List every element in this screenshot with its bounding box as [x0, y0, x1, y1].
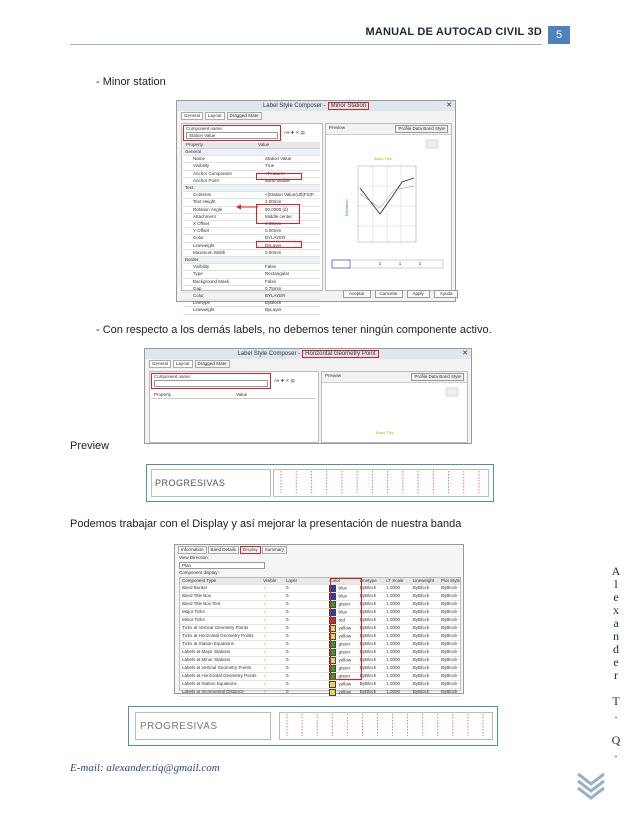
property-name: Anchor Component: [193, 170, 232, 176]
preview-station-values: [370, 261, 430, 267]
dialog-title-highlight: Minor Station: [328, 102, 369, 110]
color-name: blue: [338, 609, 347, 615]
footer-email: E-mail: alexander.tiq@gmail.com: [70, 762, 220, 774]
column-header: Plot Style: [441, 578, 461, 583]
plot-style-cell: ByBlock: [441, 625, 458, 631]
plot-style-cell: ByBlock: [441, 673, 458, 679]
component-type: Band Title Box Text: [182, 601, 221, 607]
property-name: Background Mask: [193, 278, 230, 284]
property-value: ByBlock: [265, 300, 282, 306]
lt-scale-cell: 1.0000: [386, 689, 400, 695]
lineweight-cell: ByBlock: [412, 649, 430, 655]
table-row[interactable]: [180, 625, 460, 633]
property-name: Visibility: [193, 163, 210, 169]
linetype-cell: ByBlock: [359, 681, 376, 687]
lt-scale-cell: 1.0000: [386, 673, 400, 679]
apply-button[interactable]: Apply: [407, 290, 430, 298]
property-value: Band Middle: [265, 177, 291, 183]
dialog-title: Label Style Composer -: [262, 103, 326, 109]
color-cell[interactable]: [327, 681, 357, 688]
close-icon[interactable]: ✕: [446, 102, 452, 109]
label-style-composer-minor-station: [176, 100, 456, 313]
component-type: Band Title Box: [182, 593, 212, 599]
table-row[interactable]: [180, 665, 460, 673]
plot-style-cell: ByBlock: [441, 601, 458, 607]
visible-check[interactable]: ✓: [263, 593, 267, 599]
component-display-table: [179, 577, 461, 695]
color-cell[interactable]: [327, 689, 357, 696]
layer-cell: 0: [285, 657, 289, 663]
dialog-title: Label Style Composer -: [237, 351, 301, 357]
side-letter: r: [614, 668, 618, 682]
property-name: Name: [193, 156, 206, 162]
preview-label: Preview: [325, 373, 342, 378]
plot-style-cell: ByBlock: [441, 649, 458, 655]
lt-scale-cell: 1.0000: [386, 649, 400, 655]
plot-style-cell: ByBlock: [441, 585, 458, 591]
plot-style-cell: ByBlock: [441, 617, 458, 623]
color-name: blue: [338, 593, 347, 599]
component-toolbar-icons[interactable]: A▾ ✚ ✕ ▤: [284, 130, 305, 135]
lineweight-cell: ByBlock: [412, 633, 430, 639]
component-type: Ticks at Horizontal Geometry Points: [182, 633, 254, 639]
property-name: Text Height: [193, 199, 216, 205]
property-row[interactable]: [183, 286, 320, 293]
color-name: green: [338, 601, 350, 607]
property-row[interactable]: [183, 271, 320, 278]
visible-check[interactable]: ✓: [263, 633, 267, 639]
component-type: Ticks at Station Equations: [182, 641, 234, 647]
component-type: Minor Ticks: [182, 617, 205, 623]
preview-value: 1: [378, 261, 382, 266]
component-name-label: Component name:: [186, 126, 224, 131]
column-value: Value: [258, 142, 270, 147]
column-value: Value: [236, 392, 248, 397]
header-rule: [70, 44, 542, 45]
lineweight-cell: ByBlock: [412, 617, 430, 623]
tab-display[interactable]: Display: [240, 546, 261, 554]
layout-panel: [149, 371, 319, 443]
side-letter: l: [614, 577, 618, 591]
lineweight-cell: ByBlock: [412, 601, 430, 607]
visible-check[interactable]: ✓: [263, 689, 267, 695]
color-name: yellow: [338, 681, 351, 687]
linetype-cell: ByBlock: [359, 625, 376, 631]
component-type: Labels at Vertical Geometry Points: [182, 665, 252, 671]
color-name: red: [338, 617, 345, 623]
tab-summary[interactable]: Summary: [262, 546, 287, 554]
column-header: Lineweight: [412, 578, 435, 583]
property-value: BYLAYER: [265, 235, 286, 241]
color-name: blue: [338, 585, 347, 591]
color-swatch: [329, 689, 336, 696]
property-value: Middle center: [265, 213, 293, 219]
plot-style-cell: ByBlock: [441, 689, 458, 695]
property-value: 0.00mm: [265, 228, 282, 234]
label-style-composer-horizontal-geometry: [144, 348, 472, 444]
tab-dragged-state[interactable]: Dragged State: [227, 112, 262, 120]
component-type: Ticks at Vertical Geometry Points: [182, 625, 249, 631]
lineweight-cell: ByBlock: [412, 593, 430, 599]
property-row[interactable]: [183, 149, 320, 156]
component-name-select[interactable]: [154, 380, 268, 387]
color-name: green: [338, 673, 350, 679]
layer-cell: 0: [285, 665, 289, 671]
component-type: Major Ticks: [182, 609, 205, 615]
component-name-group: [183, 125, 281, 141]
band-title: PROGRESIVAS: [155, 478, 226, 488]
property-value: BYLAYER: [265, 293, 286, 299]
layer-cell: 0: [285, 689, 289, 695]
property-name: Maximum Width: [193, 249, 226, 255]
cancel-button[interactable]: Cancelar: [375, 290, 403, 298]
tab-information[interactable]: Information: [178, 546, 207, 554]
side-letter: a: [613, 616, 619, 630]
column-header: Layer: [285, 578, 298, 583]
property-value: 0.00mm: [265, 221, 282, 227]
tab-general[interactable]: General: [181, 112, 203, 120]
preview-panel: [325, 123, 452, 291]
property-row[interactable]: [183, 279, 320, 286]
side-letter: Q: [611, 733, 621, 747]
side-letter: T: [612, 694, 620, 708]
property-value: False: [265, 278, 277, 284]
property-row[interactable]: [183, 163, 320, 170]
linetype-cell: ByBlock: [359, 593, 376, 599]
visible-check[interactable]: ✓: [263, 617, 267, 623]
table-row[interactable]: [180, 689, 460, 697]
color-name: yellow: [338, 633, 351, 639]
lineweight-cell: ByBlock: [412, 657, 430, 663]
help-button[interactable]: Ayuda: [434, 290, 459, 298]
color-name: yellow: [338, 625, 351, 631]
color-column-highlight: [330, 578, 362, 680]
property-value: Rectangular: [265, 271, 290, 277]
property-name: Lineweight: [193, 307, 215, 313]
lt-scale-cell: 1.0000: [386, 625, 400, 631]
layer-cell: 0: [285, 641, 289, 647]
header-title: MANUAL DE AUTOCAD CIVIL 3D: [365, 26, 542, 38]
property-name: Gap: [193, 285, 202, 291]
property-value: 90.0000 (d): [265, 206, 289, 212]
lt-scale-cell: 1.0000: [386, 681, 400, 687]
property-name: Anchor Point: [193, 177, 219, 183]
layer-cell: 0: [285, 681, 289, 687]
dialog-title-bar: [145, 349, 471, 359]
lt-scale-cell: 1.0000: [386, 641, 400, 647]
color-name: yellow: [338, 657, 351, 663]
column-header: Linetype: [359, 578, 377, 583]
layer-cell: 0: [285, 673, 289, 679]
dialog-title-highlight: Horizontal Geometry Point: [302, 350, 378, 358]
property-value: <Feature>: [265, 170, 286, 176]
plot-style-cell: ByBlock: [441, 593, 458, 599]
layer-cell: 0: [285, 585, 289, 591]
zoom-button[interactable]: [426, 140, 438, 148]
color-name: green: [338, 641, 350, 647]
property-row[interactable]: [183, 156, 320, 163]
table-row[interactable]: [180, 593, 460, 601]
visible-check[interactable]: ✓: [263, 641, 267, 647]
svg-text:Band Title: Band Title: [374, 156, 392, 161]
property-value: ByLayer: [265, 242, 282, 248]
layer-cell: 0: [285, 633, 289, 639]
side-letter: .: [614, 746, 618, 760]
property-name: Rotation Angle: [193, 206, 223, 212]
property-name: Text: [185, 185, 194, 191]
visible-check[interactable]: ✓: [263, 649, 267, 655]
color-highlight: [256, 241, 302, 248]
lineweight-cell: ByBlock: [412, 609, 430, 615]
text-props-highlight: [256, 204, 300, 224]
table-row[interactable]: [180, 617, 460, 625]
property-row[interactable]: [183, 185, 320, 192]
layer-cell: 0: [285, 625, 289, 631]
layer-cell: 0: [285, 617, 289, 623]
tab-layout[interactable]: Layout: [173, 360, 193, 368]
author-side-text: [608, 565, 624, 760]
view-direction-select[interactable]: Plan: [179, 562, 265, 569]
preview-panel: [321, 371, 468, 443]
lineweight-cell: ByBlock: [412, 673, 430, 679]
property-value: <[Station Value(Uft|FS|P...: [265, 192, 317, 198]
column-header: Component Type: [182, 578, 217, 583]
property-name: Contents: [193, 192, 212, 198]
side-letter: A: [611, 564, 621, 578]
linetype-cell: ByBlock: [359, 649, 376, 655]
chevron-down-icon: [576, 772, 606, 800]
property-name: Attachment: [193, 213, 216, 219]
linetype-cell: ByBlock: [359, 641, 376, 647]
table-row[interactable]: [180, 649, 460, 657]
property-row[interactable]: [183, 257, 320, 264]
lt-scale-cell: 1.0000: [386, 593, 400, 599]
minor-station-heading: - Minor station: [96, 76, 166, 88]
property-row[interactable]: [183, 192, 320, 199]
property-row[interactable]: [183, 307, 320, 314]
band-preview-1: [146, 464, 494, 502]
color-name: green: [338, 665, 350, 671]
lineweight-cell: ByBlock: [412, 665, 430, 671]
property-row[interactable]: [183, 250, 320, 257]
plot-style-cell: ByBlock: [441, 665, 458, 671]
preview-style-select[interactable]: Profile Data Band Style: [411, 373, 464, 381]
column-property: Property: [154, 392, 172, 397]
component-type: Labels at Major Stations: [182, 649, 231, 655]
component-type: Band Border: [182, 585, 208, 591]
lineweight-cell: ByBlock: [412, 585, 430, 591]
property-value: Station Value: [265, 156, 292, 162]
linetype-cell: ByBlock: [359, 585, 376, 591]
table-row[interactable]: [180, 633, 460, 641]
linetype-cell: ByBlock: [359, 657, 376, 663]
preview-heading: Preview: [70, 440, 110, 452]
visible-check[interactable]: ✓: [263, 681, 267, 687]
dialog-title-bar: [177, 101, 455, 111]
preview-value: 1: [398, 261, 402, 266]
side-letter: e: [613, 655, 619, 669]
side-letter: .: [614, 707, 618, 721]
linetype-cell: ByBlock: [359, 617, 376, 623]
visible-check[interactable]: ✓: [263, 625, 267, 631]
red-arrow-icon: [236, 204, 258, 210]
layer-cell: 0: [285, 601, 289, 607]
linetype-cell: ByBlock: [359, 601, 376, 607]
property-value: True: [265, 163, 275, 169]
column-property: Property: [186, 142, 204, 147]
component-type: Labels at Station Equations: [182, 681, 237, 687]
lineweight-cell: ByBlock: [412, 689, 430, 695]
linetype-cell: ByBlock: [359, 689, 376, 695]
property-name: Border: [185, 257, 199, 263]
layer-cell: 0: [285, 649, 289, 655]
svg-text:Elevation: Elevation: [344, 199, 349, 216]
lt-scale-cell: 1.0000: [386, 617, 400, 623]
column-header: LT Scale: [386, 578, 404, 583]
tab-band-details[interactable]: Band Details: [208, 546, 240, 554]
band-title: PROGRESIVAS: [140, 721, 218, 732]
color-swatch: [329, 681, 336, 688]
property-name: Color: [193, 235, 204, 241]
column-header: Visible: [263, 578, 277, 583]
lt-scale-cell: 1.0000: [386, 657, 400, 663]
linetype-cell: ByBlock: [359, 609, 376, 615]
anchor-point-highlight: [256, 170, 302, 180]
band-ticks: [273, 469, 487, 495]
property-value: 0.00mm: [265, 249, 282, 255]
other-labels-note: - Con respecto a los demás labels, no debemos tener ningún componente activo.: [96, 324, 492, 336]
property-name: Type: [193, 271, 203, 277]
lt-scale-cell: 1.0000: [386, 601, 400, 607]
plot-style-cell: ByBlock: [441, 657, 458, 663]
lineweight-cell: ByBlock: [412, 625, 430, 631]
component-type: Labels at Incremental Distance: [182, 689, 244, 695]
property-name: Color: [193, 293, 204, 299]
visible-check[interactable]: ✓: [263, 673, 267, 679]
visible-check[interactable]: ✓: [263, 609, 267, 615]
lt-scale-cell: 1.0000: [386, 609, 400, 615]
tab-dragged-state[interactable]: Dragged State: [195, 360, 230, 368]
visible-check[interactable]: ✓: [263, 665, 267, 671]
side-letter: d: [613, 642, 619, 656]
visible-check[interactable]: ✓: [263, 601, 267, 607]
table-row[interactable]: [180, 673, 460, 681]
component-toolbar-icons[interactable]: A▾ ✚ ✕ ▤: [274, 378, 295, 383]
page-number: 5: [548, 26, 570, 44]
lt-scale-cell: 1.0000: [386, 665, 400, 671]
property-name: Lineweight: [193, 242, 215, 248]
linetype-cell: ByBlock: [359, 665, 376, 671]
property-name: General: [185, 149, 202, 154]
side-letter: n: [613, 629, 619, 643]
property-row[interactable]: [183, 293, 320, 300]
side-letter: x: [613, 603, 619, 617]
property-row[interactable]: [183, 228, 320, 235]
band-style-display-dialog: [174, 544, 464, 694]
plot-style-cell: ByBlock: [441, 641, 458, 647]
table-row[interactable]: [180, 585, 460, 593]
view-direction-label: View Direction:: [179, 555, 209, 560]
close-icon[interactable]: ✕: [462, 350, 468, 357]
tab-general[interactable]: General: [149, 360, 171, 368]
preview-drawing: [326, 386, 462, 438]
plot-style-cell: ByBlock: [441, 681, 458, 687]
component-type: Labels at Horizontal Geometry Points: [182, 673, 257, 679]
plot-style-cell: ByBlock: [441, 633, 458, 639]
table-row[interactable]: [180, 609, 460, 617]
color-name: yellow: [338, 689, 351, 695]
property-name: Y Offset: [193, 228, 210, 234]
property-value: 2.00mm: [265, 199, 282, 205]
property-name: Visibility: [193, 264, 210, 270]
band-preview-2: [128, 706, 498, 746]
preview-label: Preview: [329, 125, 346, 130]
property-name: X Offset: [193, 221, 210, 227]
table-row[interactable]: [180, 657, 460, 665]
component-display-label: Component display:: [179, 570, 219, 575]
layer-cell: 0: [285, 593, 289, 599]
component-type: Labels at Minor Stations: [182, 657, 231, 663]
property-value: False: [265, 264, 277, 270]
preview-style-select[interactable]: Profile Data Band Style: [395, 125, 448, 133]
table-row[interactable]: [180, 681, 460, 689]
layout-panel: [181, 123, 323, 313]
color-name: green: [338, 649, 350, 655]
visible-check[interactable]: ✓: [263, 585, 267, 591]
column-header: Color: [329, 578, 341, 583]
lineweight-cell: ByBlock: [412, 681, 430, 687]
display-intro: Podemos trabajar con el Display y así mejorar la presentación de nuestra banda: [70, 518, 462, 530]
lt-scale-cell: 1.0000: [386, 633, 400, 639]
preview-value: 1: [418, 261, 422, 266]
ok-button[interactable]: Aceptar: [343, 290, 371, 298]
svg-text:Band Title: Band Title: [376, 430, 394, 435]
component-name-select[interactable]: Station Value: [186, 132, 278, 139]
property-value: ByLayer: [265, 307, 282, 313]
component-name-group: [151, 373, 271, 389]
property-row[interactable]: [183, 264, 320, 271]
property-name: Linetype: [193, 300, 211, 306]
lineweight-cell: ByBlock: [412, 641, 430, 647]
property-value: 0.75mm: [265, 285, 282, 291]
lt-scale-cell: 1.0000: [386, 585, 400, 591]
plot-style-cell: ByBlock: [441, 609, 458, 615]
band-ticks: [279, 712, 491, 738]
visible-check[interactable]: ✓: [263, 657, 267, 663]
table-row[interactable]: [180, 601, 460, 609]
linetype-cell: ByBlock: [359, 633, 376, 639]
table-row[interactable]: [180, 641, 460, 649]
side-letter: e: [613, 590, 619, 604]
layer-cell: 0: [285, 609, 289, 615]
linetype-cell: ByBlock: [359, 673, 376, 679]
property-row[interactable]: [183, 300, 320, 307]
component-name-label: Component name:: [154, 374, 192, 379]
tab-layout[interactable]: Layout: [205, 112, 225, 120]
